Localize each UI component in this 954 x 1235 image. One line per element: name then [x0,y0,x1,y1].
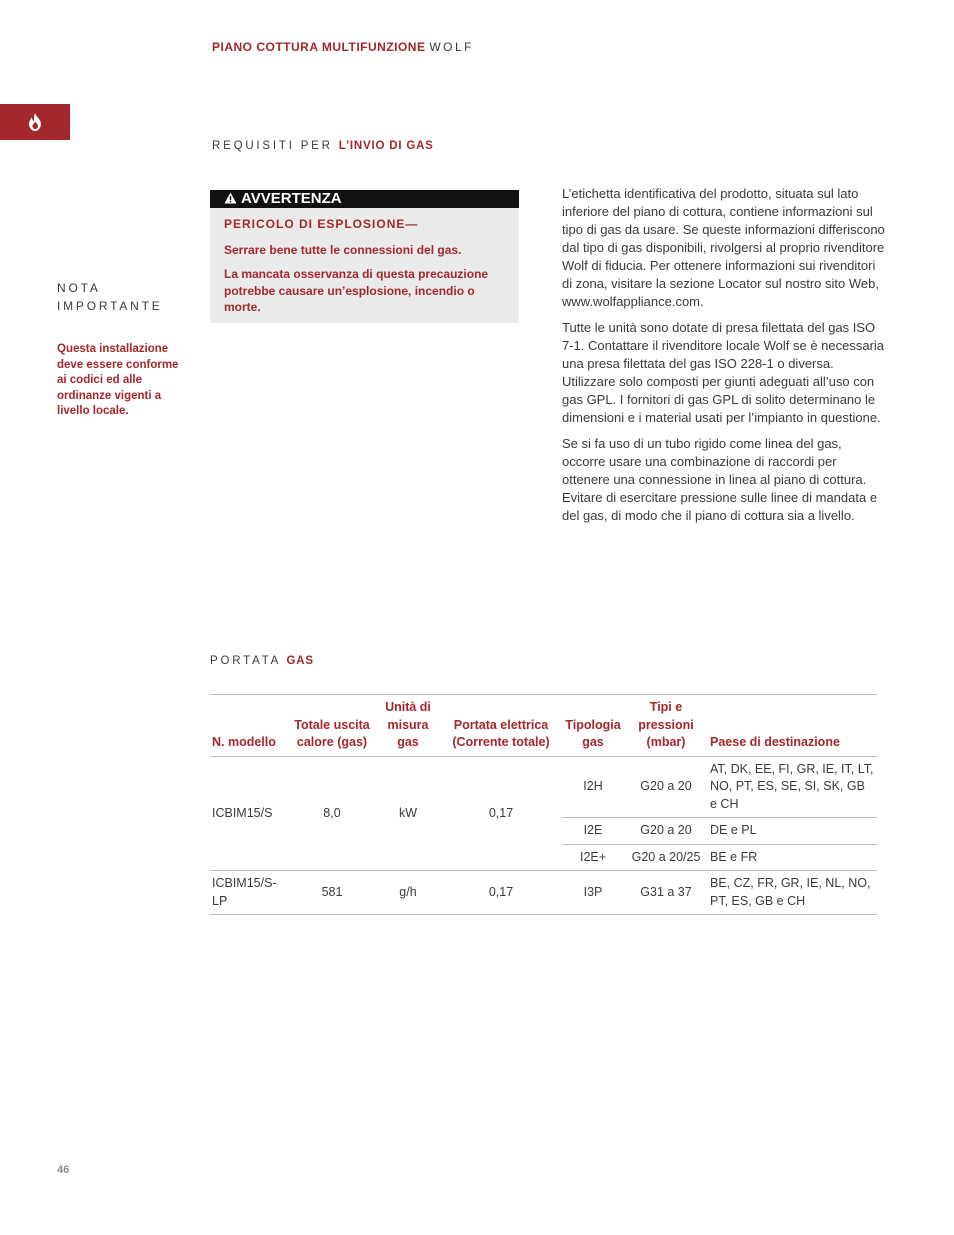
table-cell-pressure: G20 a 20/25 [624,844,708,871]
body-paragraph: Tutte le unità sono dotate di presa filettata del gas ISO 7-1. Contattare il rivenditore locale Wolf se è necessaria una presa filettata del gas ISO 228-1 o diversa. Utilizzare solo composti per giunti adeguati all’uso con gas GPL. I fornitori di gas GPL di solito determinano le dimensioni e i material usati per l’impianto in questione. [562,320,885,425]
warning-instruction: Serrare bene tutte le connessioni del gas. [224,242,462,257]
body-paragraph: Se si fa uso di un tubo rigido come linea del gas, occorre usare una combinazione di raccordi per ottenere una connessione in linea al piano di cottura. Evitare di esercitare pressione sulle linee di mandata e del gas, di modo che il piano di cottura sia a livello. [562,436,878,523]
table-header-cell: Totale uscita calore (gas) [288,695,376,757]
table-header-row [210,695,877,757]
note-label-line1: NOTA [57,281,101,295]
section-title-gas-rate [210,655,314,667]
section-title-highlight: GAS [286,655,314,667]
warning-box [210,190,519,323]
table-cell-gas-type: I2E [562,818,624,845]
header-brand: WOLF [429,40,474,54]
table-header-cell: Portata elettrica (Corrente totale) [440,695,562,757]
table-cell-model: ICBIM15/S-LP [210,871,288,915]
table-cell-unit: kW [376,756,440,871]
table-row [210,756,877,818]
header-title: PIANO COTTURA MULTIFUNZIONE [212,40,426,54]
table-cell-pressure: G20 a 20 [624,756,708,818]
section-title-gas-requirements [212,140,434,152]
table-cell-electric: 0,17 [440,756,562,871]
table-cell-electric: 0,17 [440,871,562,915]
table-cell-gas-type: I2E+ [562,844,624,871]
section-title-prefix: REQUISITI PER [212,140,333,152]
warning-hazard: PERICOLO DI ESPLOSIONE— [224,217,419,231]
table-cell-model: ICBIM15/S [210,756,288,871]
table-cell-countries: BE e FR [708,844,877,871]
section-title-prefix: PORTATA [210,655,281,667]
table-cell-unit: g/h [376,871,440,915]
table-row [210,871,877,915]
section-tab [0,104,70,140]
table-header-cell: N. modello [210,695,288,757]
warning-triangle-icon [224,192,237,204]
table-header-cell: Tipologia gas [562,695,624,757]
gas-rate-table [210,694,877,915]
table-cell-countries: BE, CZ, FR, GR, IE, NL, NO, PT, ES, GB e CH [708,871,877,915]
note-text: Questa installazione deve essere conforme ai codici ed alle ordinanze vigenti a livello locale. [57,343,179,418]
note-label [57,279,163,315]
running-header [212,40,474,54]
page-number: 46 [57,1164,70,1176]
warning-consequence: La mancata osservanza di questa precauzione potrebbe causare un’esplosione, incendio o morte. [224,267,489,314]
table-cell-pressure: G20 a 20 [624,818,708,845]
section-title-highlight: L’INVIO DI GAS [338,140,434,152]
table-cell-gas-type: I3P [562,871,624,915]
table-cell-gas-type: I2H [562,756,624,818]
table-header-cell: Tipi e pressioni (mbar) [624,695,708,757]
table-cell-output: 581 [288,871,376,915]
table-cell-output: 8,0 [288,756,376,871]
note-label-line2: IMPORTANTE [57,299,163,313]
warning-title: AVVERTENZA [241,190,342,207]
body-paragraph: L’etichetta identificativa del prodotto, situata sul lato inferiore del piano di cottura, contiene informazioni sul tipo di gas da usare. Se queste informazioni differiscono dal tipo di gas disponibili, rivolgersi al proprio rivenditore Wolf di fiducia. Per ottenere informazioni sui rivenditori di zona, visitare la sezione Locator sul nostro sito Web, www.wolfappliance.com. [562,186,885,309]
table-header-cell: Unità di misura gas [376,695,440,757]
flame-icon [28,113,42,131]
table-cell-countries: AT, DK, EE, FI, GR, IE, IT, LT, NO, PT, ES, SE, SI, SK, GB e CH [708,756,877,818]
warning-header [210,190,519,208]
table-cell-countries: DE e PL [708,818,877,845]
body-text [562,185,887,533]
table-header-cell: Paese di destinazione [708,695,877,757]
table-cell-pressure: G31 a 37 [624,871,708,915]
